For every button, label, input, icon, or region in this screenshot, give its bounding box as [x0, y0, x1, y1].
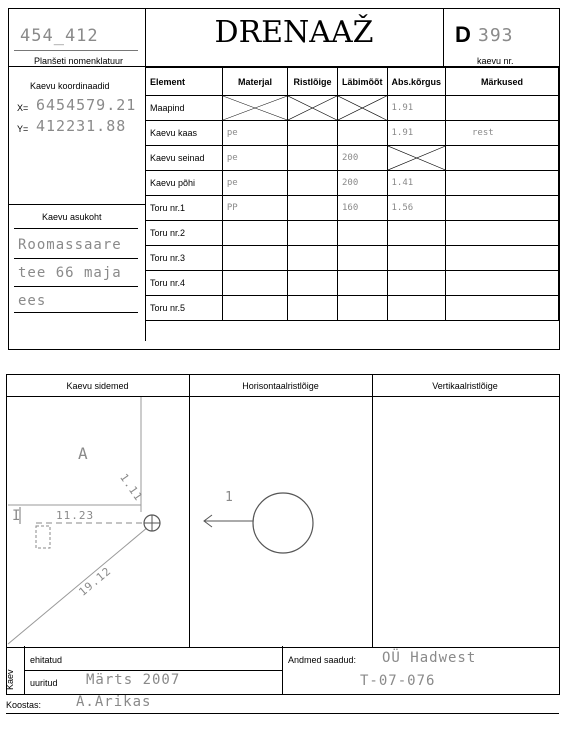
- andmed-label: Andmed saadud:: [288, 655, 357, 665]
- row-ristloige: [288, 171, 338, 196]
- uuritud-value: Märts 2007: [86, 672, 181, 688]
- header-abs: Abs.kõrgus: [387, 68, 446, 96]
- x-value: 6454579.21: [36, 96, 137, 114]
- drainage-table: [145, 67, 559, 321]
- header-ristloige: Ristlõige: [288, 68, 338, 96]
- table-row: [146, 196, 559, 221]
- well-prefix: D: [455, 22, 471, 47]
- coords-divider: [8, 204, 146, 205]
- x-label: X=: [17, 103, 29, 113]
- table-row: [146, 271, 559, 296]
- document-title: DRENAAŽ: [214, 15, 374, 50]
- row-ristloige: [288, 146, 338, 171]
- row-element: Kaevu seinad: [146, 146, 223, 171]
- row-markused: [446, 96, 559, 121]
- kaev-vertical-label: Kaev: [5, 669, 15, 690]
- row-element: Toru nr.4: [146, 271, 223, 296]
- header-element: Element: [146, 68, 223, 96]
- header-markused: Märkused: [446, 68, 559, 96]
- row-element: Kaevu põhi: [146, 171, 223, 196]
- location-line-2: tee 66 maja: [18, 265, 122, 281]
- table-row: [146, 171, 559, 196]
- row-materjal: pe: [222, 146, 287, 171]
- table-row: [146, 246, 559, 271]
- sketch-distance-3: 1.11: [117, 471, 146, 504]
- crossed-cell: [222, 96, 287, 121]
- y-value: 412231.88: [36, 117, 127, 135]
- crossed-cell: [387, 146, 446, 171]
- row-labimoot: 160: [338, 196, 388, 221]
- horizontal-section-sketch: [190, 397, 372, 646]
- row-labimoot: [338, 121, 388, 146]
- row-materjal: pe: [222, 171, 287, 196]
- location-sketch: [6, 397, 189, 646]
- row-abs: 1.56: [387, 196, 446, 221]
- sketch-distance-2: 19.12: [76, 564, 114, 599]
- plansheet-label: Planšeti nomenklatuur: [34, 56, 124, 66]
- y-label: Y=: [17, 124, 29, 134]
- row-markused: [446, 171, 559, 196]
- table-row: [146, 146, 559, 171]
- well-number: 393: [478, 25, 514, 46]
- pipe-label: 1: [225, 490, 234, 505]
- koostas-value: A.Arikas: [76, 694, 152, 710]
- row-markused: [446, 196, 559, 221]
- row-abs: 1.91: [387, 121, 446, 146]
- row-ristloige: [288, 196, 338, 221]
- andmed-value-2: T-07-076: [360, 673, 436, 689]
- header-materjal: Materjal: [222, 68, 287, 96]
- sketch-roman-label: I: [12, 508, 22, 524]
- plansheet-value: 454_412: [20, 26, 99, 46]
- location-line-3: ees: [18, 293, 47, 309]
- section-horisontaal: Horisontaalristlõige: [242, 381, 319, 391]
- section-vertikaal: Vertikaalristlõige: [432, 381, 498, 391]
- ehitatud-label: ehitatud: [30, 655, 63, 665]
- table-row: [146, 221, 559, 246]
- row-element: Maapind: [146, 96, 223, 121]
- table-header-row: [146, 68, 559, 96]
- table-row: [146, 96, 559, 121]
- section-sidemed: Kaevu sidemed: [66, 381, 129, 391]
- table-row: [146, 121, 559, 146]
- row-materjal: PP: [222, 196, 287, 221]
- coords-label: Kaevu koordinaadid: [30, 81, 110, 91]
- location-line-1: Roomassaare: [18, 237, 122, 253]
- andmed-value-1: OÜ Hadwest: [382, 650, 477, 666]
- row-markused: [446, 146, 559, 171]
- uuritud-label: uuritud: [30, 678, 58, 688]
- well-label: kaevu nr.: [477, 56, 514, 66]
- row-element: Toru nr.2: [146, 221, 223, 246]
- row-element: Toru nr.1: [146, 196, 223, 221]
- koostas-label: Koostas:: [6, 700, 42, 710]
- row-abs: 1.91: [387, 96, 446, 121]
- crossed-cell: [338, 96, 388, 121]
- well-box-divider: [443, 8, 444, 67]
- table-row: [146, 296, 559, 321]
- header-labimoot: Läbimõõt: [338, 68, 388, 96]
- row-element: Toru nr.5: [146, 296, 223, 321]
- location-label: Kaevu asukoht: [42, 212, 102, 222]
- crossed-cell: [288, 96, 338, 121]
- sketch-area-label: A: [78, 444, 89, 463]
- row-materjal: pe: [222, 121, 287, 146]
- row-element: Toru nr.3: [146, 246, 223, 271]
- row-element: Kaevu kaas: [146, 121, 223, 146]
- row-labimoot: 200: [338, 146, 388, 171]
- row-labimoot: 200: [338, 171, 388, 196]
- row-markused: rest: [446, 121, 559, 146]
- row-ristloige: [288, 121, 338, 146]
- row-abs: 1.41: [387, 171, 446, 196]
- sketch-distance-1: 11.23: [56, 509, 95, 522]
